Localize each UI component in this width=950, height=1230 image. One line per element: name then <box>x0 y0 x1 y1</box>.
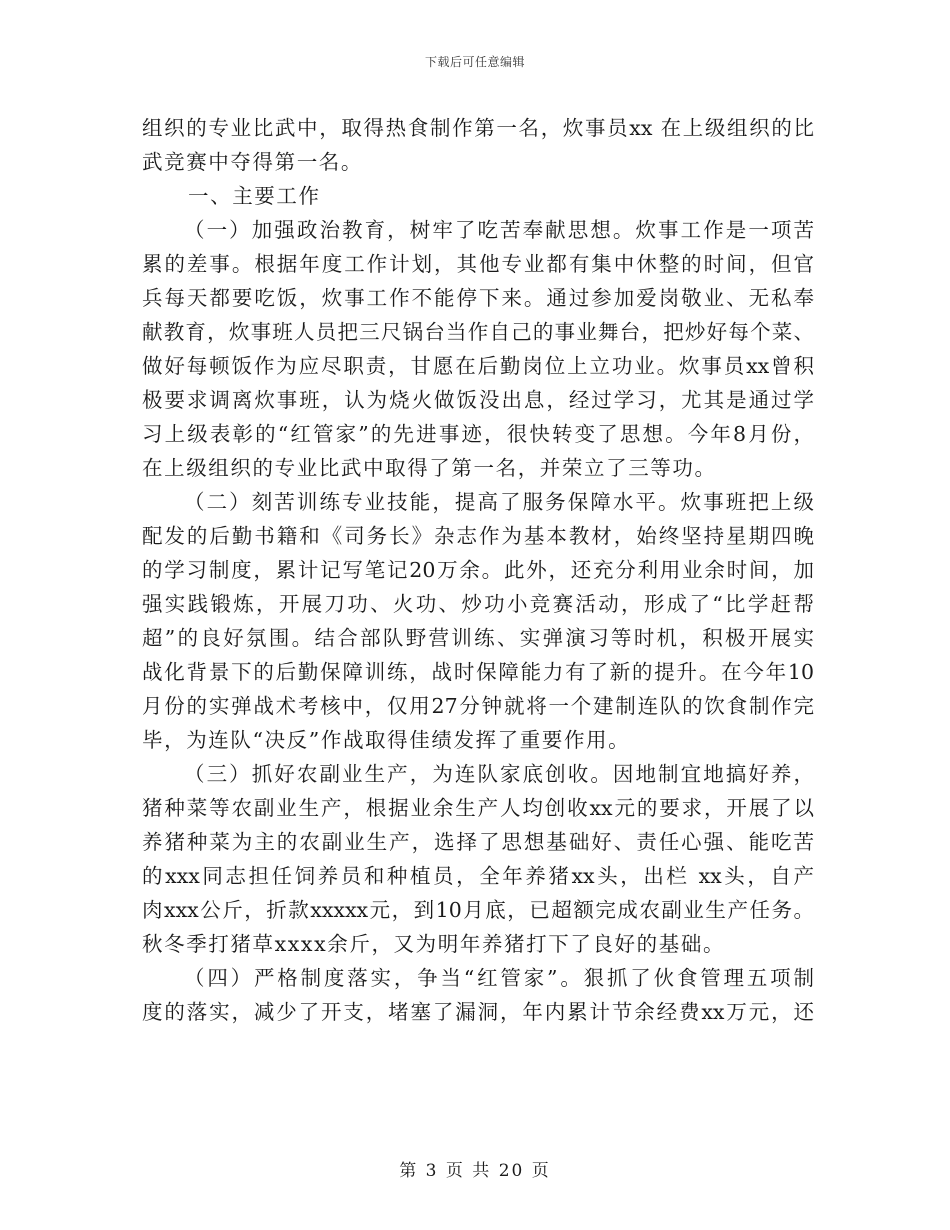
paragraph-line: 强实践锻炼，开展刀功、火功、炒功小竞赛活动，形成了“比学赶帮 <box>142 592 814 616</box>
page-number-footer: 第 3 页 共 20 页 <box>399 1161 551 1181</box>
paragraph-line: 超”的良好氛围。结合部队野营训练、实弹演习等时机，积极开展实 <box>142 626 814 650</box>
paragraph-line: 组织的专业比武中，取得热食制作第一名，炊事员xx 在上级组织的比 <box>142 116 814 140</box>
paragraph-line: （四）严格制度落实，争当“红管家”。狠抓了伙食管理五项制 <box>184 966 814 990</box>
paragraph-line: 度的落实，减少了开支，堵塞了漏洞，年内累计节余经费xx万元，还 <box>142 1000 814 1024</box>
paragraph-line: 秋冬季打猪草xxxx余斤，又为明年养猪打下了良好的基础。 <box>142 932 726 956</box>
paragraph-line: 猪种菜等农副业生产，根据业余生产人均创收xx元的要求，开展了以 <box>142 796 814 820</box>
paragraph-line: （三）抓好农副业生产，为连队家底创收。因地制宜地搞好养， <box>184 762 814 786</box>
paragraph-line: 武竞赛中夺得第一名。 <box>142 150 363 174</box>
paragraph-line: 做好每顿饭作为应尽职责，甘愿在后勤岗位上立功业。炊事员xx曾积 <box>142 354 814 378</box>
paragraph-line: 月份的实弹战术考核中，仅用27分钟就将一个建制连队的饮食制作完 <box>142 694 814 718</box>
paragraph-line: 养猪种菜为主的农副业生产，选择了思想基础好、责任心强、能吃苦 <box>142 830 814 854</box>
paragraph-line: 累的差事。根据年度工作计划，其他专业都有集中休整的时间，但官 <box>142 252 814 276</box>
paragraph-line: 战化背景下的后勤保障训练，战时保障能力有了新的提升。在今年10 <box>142 660 814 684</box>
paragraph-line: 的xxx同志担任饲养员和种植员，全年养猪xx头，出栏 xx头，自产 <box>142 864 814 888</box>
paragraph-line: 毕，为连队“决反”作战取得佳绩发挥了重要作用。 <box>142 728 631 752</box>
paragraph-line: 兵每天都要吃饭，炊事工作不能停下来。通过参加爱岗敬业、无私奉 <box>142 286 814 310</box>
paragraph-line: 习上级表彰的“红管家”的先进事迹，很快转变了思想。今年8月份， <box>142 422 814 446</box>
paragraph-line: 在上级组织的专业比武中取得了第一名，并荣立了三等功。 <box>142 456 717 480</box>
section-heading: 一、主要工作 <box>188 184 321 208</box>
paragraph-line: 配发的后勤书籍和《司务长》杂志作为基本教材，始终坚持星期四晚 <box>142 524 814 548</box>
page-header-note: 下载后可任意编辑 <box>424 55 525 69</box>
paragraph-line: 的学习制度，累计记写笔记20万余。此外，还充分利用业余时间，加 <box>142 558 814 582</box>
paragraph-line: （二）刻苦训练专业技能，提高了服务保障水平。炊事班把上级 <box>184 490 814 514</box>
paragraph-line: 肉xxx公斤，折款xxxxx元，到10月底，已超额完成农副业生产任务。 <box>142 898 814 922</box>
paragraph-line: （一）加强政治教育，树牢了吃苦奉献思想。炊事工作是一项苦 <box>184 218 814 242</box>
paragraph-line: 极要求调离炊事班，认为烧火做饭没出息，经过学习，尤其是通过学 <box>142 388 814 412</box>
document-body <box>142 111 814 1029</box>
paragraph-line: 献教育，炊事班人员把三尺锅台当作自己的事业舞台，把炒好每个菜、 <box>142 320 814 344</box>
